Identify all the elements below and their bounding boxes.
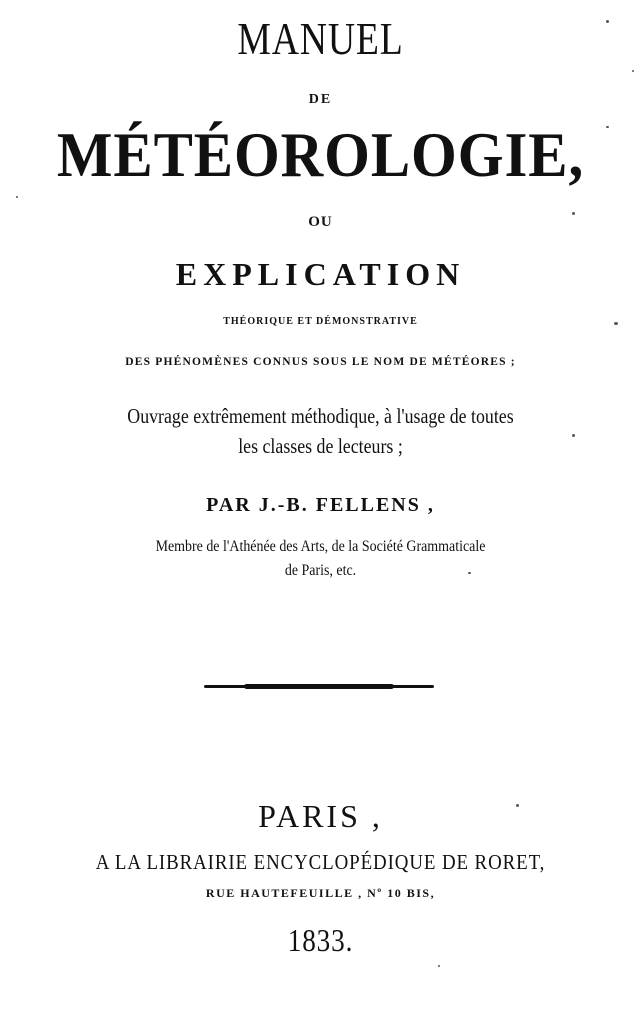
title-meteorologie: MÉTÉOROLOGIE, bbox=[56, 119, 585, 190]
scan-speck bbox=[438, 965, 440, 967]
scan-speck bbox=[516, 804, 519, 807]
subtitle-phenomenes: DES PHÉNOMÈNES CONNUS SOUS LE NOM DE MÉTÉORES ; bbox=[125, 356, 516, 368]
subtitle-theorique: THÉORIQUE ET DÉMONSTRATIVE bbox=[223, 316, 418, 327]
scan-speck bbox=[606, 20, 609, 23]
title-ou: OU bbox=[308, 214, 333, 230]
subtitle-explication: EXPLICATION bbox=[175, 256, 466, 292]
description-line-2: les classes de lecteurs ; bbox=[238, 434, 403, 458]
scan-speck bbox=[16, 196, 18, 198]
scan-speck bbox=[572, 434, 575, 437]
author-line: PAR J.-B. FELLENS , bbox=[206, 494, 435, 516]
author-affiliation-line-1: Membre de l'Athénée des Arts, de la Société Grammaticale bbox=[155, 538, 486, 555]
decorative-rule bbox=[204, 685, 434, 688]
scan-speck bbox=[468, 572, 471, 574]
imprint-year: 1833. bbox=[287, 922, 354, 958]
scan-speck bbox=[632, 70, 634, 72]
imprint-publisher: A LA LIBRAIRIE ENCYCLOPÉDIQUE DE RORET, bbox=[95, 850, 546, 874]
scan-speck bbox=[572, 212, 575, 215]
title-de: DE bbox=[308, 92, 333, 107]
scan-speck bbox=[614, 322, 618, 325]
title-manuel: MANUEL bbox=[237, 13, 404, 64]
imprint-address: RUE HAUTEFEUILLE , Nº 10 BIS, bbox=[205, 886, 436, 900]
author-affiliation-line-2: de Paris, etc. bbox=[284, 562, 357, 579]
imprint-city: PARIS , bbox=[258, 798, 383, 834]
scan-speck bbox=[606, 126, 609, 128]
description-line-1: Ouvrage extrêmement méthodique, à l'usage de toutes bbox=[127, 404, 514, 428]
